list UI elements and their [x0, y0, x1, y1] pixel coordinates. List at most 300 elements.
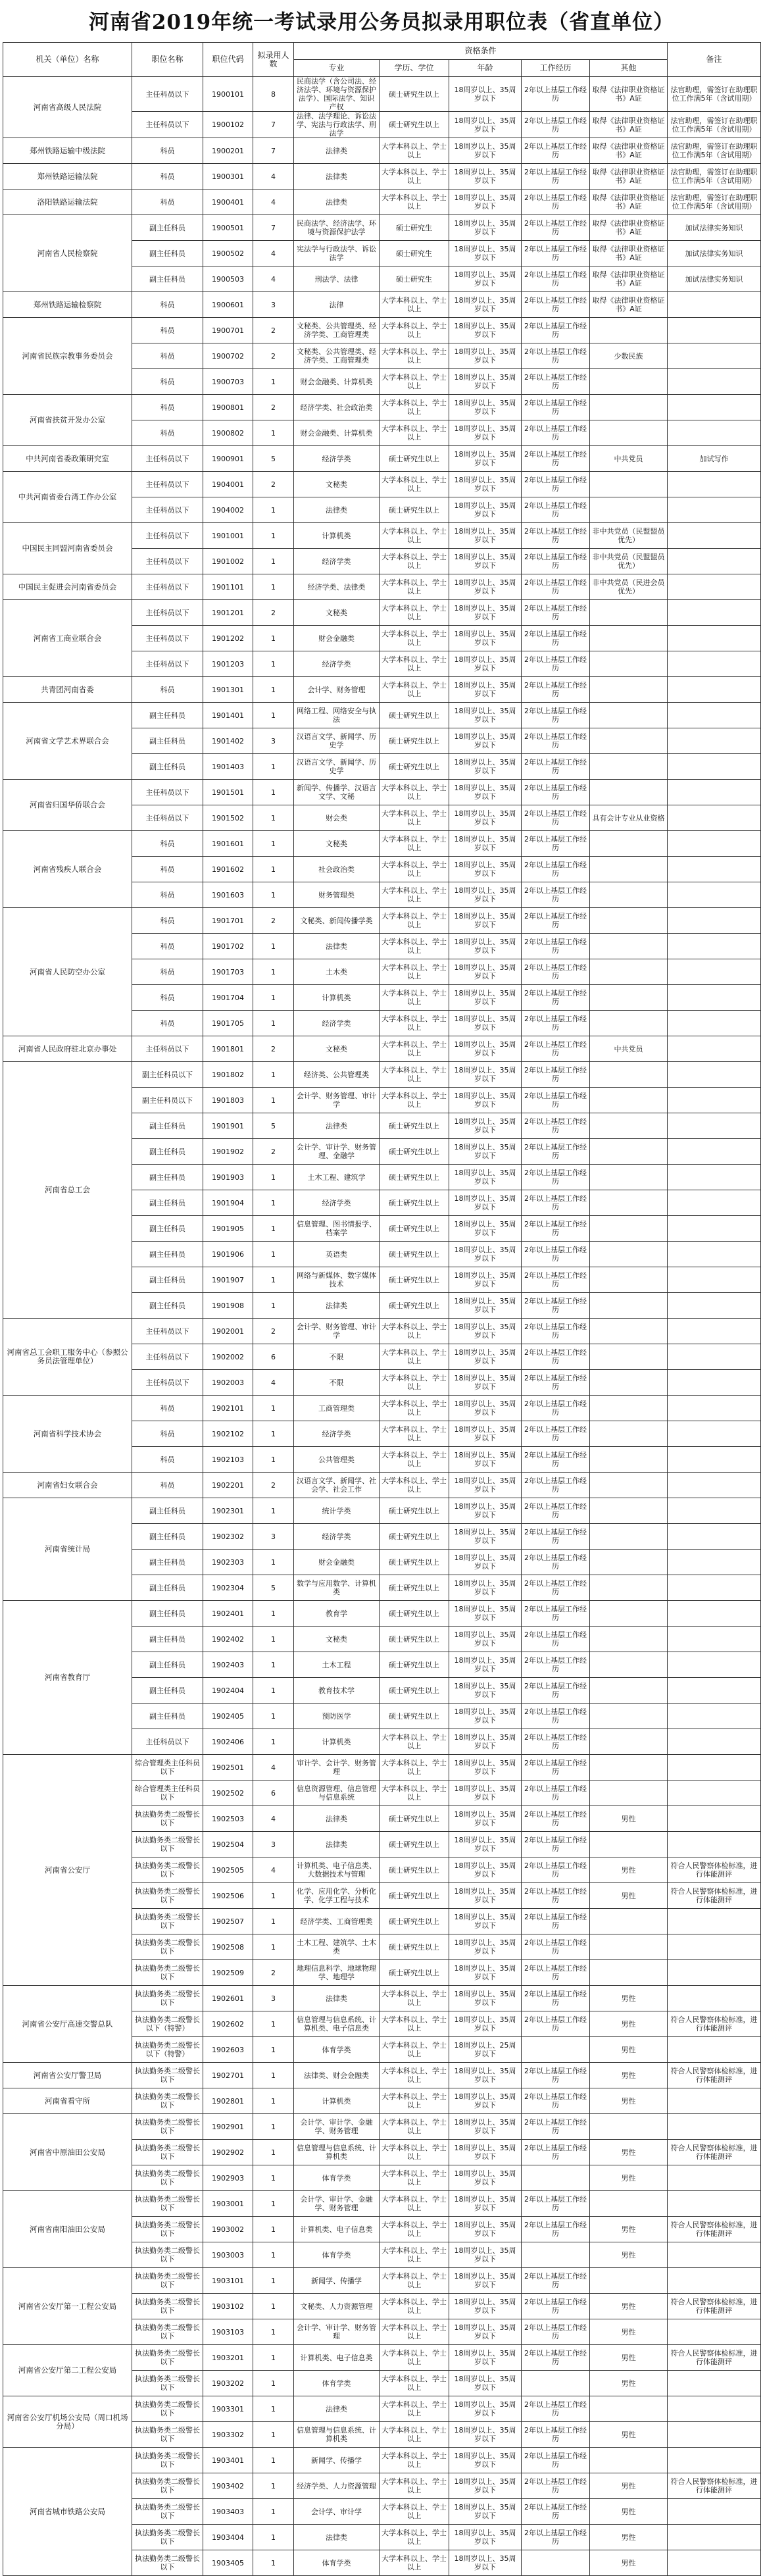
other-cell — [590, 1139, 668, 1165]
count-cell: 4 — [253, 1806, 294, 1832]
remark-cell — [668, 1242, 761, 1267]
remark-cell — [668, 626, 761, 651]
code-cell: 1904001 — [203, 472, 253, 497]
remark-cell — [668, 2422, 761, 2448]
code-cell: 1902504 — [203, 1832, 253, 1857]
remark-cell — [668, 2242, 761, 2268]
code-cell: 1901402 — [203, 728, 253, 754]
education-cell: 大学本科以上、学士以上 — [380, 189, 449, 215]
count-cell: 1 — [253, 677, 294, 703]
experience-cell: 2年以上基层工作经历 — [522, 2319, 590, 2345]
position-cell: 执法勤务类二级警长以下 — [132, 1909, 203, 1934]
remark-cell — [668, 2165, 761, 2191]
age-cell: 18周岁以上、35周岁以下 — [449, 1319, 522, 1344]
major-cell: 文秘类 — [294, 472, 380, 497]
other-cell — [590, 1293, 668, 1319]
position-cell: 副主任科员 — [132, 266, 203, 292]
code-cell: 1901601 — [203, 831, 253, 857]
document-title: 河南省2019年统一考试录用公务员拟录用职位表（省直单位） — [88, 11, 675, 34]
education-cell: 大学本科以上、学士以上 — [380, 780, 449, 805]
major-cell: 民商法学、经济法学、环境与资源保护法学 — [294, 215, 380, 241]
major-cell: 网络与新媒体、数字媒体技术 — [294, 1267, 380, 1293]
major-cell: 经济类、公共管理类 — [294, 1062, 380, 1088]
remark-cell — [668, 472, 761, 497]
code-cell: 1902403 — [203, 1652, 253, 1678]
other-cell — [590, 1909, 668, 1934]
remark-cell: 符合人民警察体检标准，进行体能测评 — [668, 2345, 761, 2371]
age-cell: 18周岁以上、35周岁以下 — [449, 882, 522, 908]
age-cell: 18周岁以上、35周岁以下 — [449, 523, 522, 549]
count-cell: 1 — [253, 2371, 294, 2396]
age-cell: 18周岁以上、35周岁以下 — [449, 549, 522, 574]
position-cell: 综合管理类主任科员以下 — [132, 1755, 203, 1780]
experience-cell: 2年以上基层工作经历 — [522, 292, 590, 318]
table-row — [3, 2345, 761, 2371]
major-cell: 信息管理与信息系统、计算机类、电子信息类 — [294, 2011, 380, 2037]
position-cell: 科员 — [132, 985, 203, 1011]
remark-cell: 符合人民警察体检标准，进行体能测评 — [668, 2140, 761, 2165]
age-cell: 18周岁以上、35周岁以下 — [449, 1806, 522, 1832]
code-cell: 1901802 — [203, 1062, 253, 1088]
other-cell: 取得《法律职业资格证书》A证 — [590, 77, 668, 112]
other-cell — [590, 1447, 668, 1473]
education-cell: 硕士研究生以上 — [380, 1909, 449, 1934]
experience-cell: 2年以上基层工作经历 — [522, 241, 590, 266]
count-cell: 1 — [253, 420, 294, 446]
major-cell: 经济学类 — [294, 1524, 380, 1550]
table-row — [3, 1319, 761, 1344]
major-cell: 数学与应用数学、计算机类 — [294, 1575, 380, 1601]
code-cell: 1902103 — [203, 1447, 253, 1473]
age-cell: 18周岁以上、25周岁以下 — [449, 2037, 522, 2063]
position-cell: 主任科员以下 — [132, 472, 203, 497]
remark-cell — [668, 1165, 761, 1190]
count-cell: 1 — [253, 497, 294, 523]
other-cell — [590, 497, 668, 523]
header-count: 拟录用人数 — [253, 43, 294, 77]
code-cell: 1902506 — [203, 1883, 253, 1909]
experience-cell: 2年以上基层工作经历 — [522, 1934, 590, 1960]
count-cell: 1 — [253, 754, 294, 780]
count-cell: 1 — [253, 703, 294, 728]
count-cell: 7 — [253, 138, 294, 164]
code-cell: 1902508 — [203, 1934, 253, 1960]
position-cell: 主任科员以下 — [132, 626, 203, 651]
major-cell: 法律类 — [294, 1293, 380, 1319]
major-cell: 经济学类、法律类 — [294, 574, 380, 600]
code-cell: 1900802 — [203, 420, 253, 446]
agency-cell: 河南省高级人民法院 — [3, 77, 132, 138]
table-row — [3, 2114, 761, 2140]
age-cell: 18周岁以上、35周岁以下 — [449, 780, 522, 805]
other-cell — [590, 2448, 668, 2473]
experience-cell: 2年以上基层工作经历 — [522, 1396, 590, 1421]
experience-cell: 2年以上基层工作经历 — [522, 266, 590, 292]
major-cell: 经济学类 — [294, 446, 380, 472]
major-cell: 法律类 — [294, 138, 380, 164]
count-cell: 1 — [253, 2448, 294, 2473]
age-cell: 18周岁以上、35周岁以下 — [449, 189, 522, 215]
education-cell: 硕士研究生以上 — [380, 1524, 449, 1550]
major-cell: 工商管理类 — [294, 1396, 380, 1421]
age-cell: 18周岁以上、35周岁以下 — [449, 241, 522, 266]
age-cell: 18周岁以上、35周岁以下 — [449, 1498, 522, 1524]
position-cell: 执法勤务类二级警长以下（特警） — [132, 2037, 203, 2063]
remark-cell — [668, 1293, 761, 1319]
code-cell: 1903202 — [203, 2371, 253, 2396]
experience-cell: 2年以上基层工作经历 — [522, 1729, 590, 1755]
other-cell — [590, 626, 668, 651]
remark-cell: 法官助理，需签订在助理职位工作满5年（含试用期） — [668, 112, 761, 138]
experience-cell: 2年以上基层工作经历 — [522, 497, 590, 523]
position-cell: 执法勤务类二级警长以下 — [132, 1934, 203, 1960]
major-cell: 计算机类、电子信息类 — [294, 2217, 380, 2242]
code-cell: 1902406 — [203, 1729, 253, 1755]
education-cell: 大学本科以上、学士以上 — [380, 2396, 449, 2422]
table-row — [3, 215, 761, 241]
code-cell: 1900901 — [203, 446, 253, 472]
experience-cell: 2年以上基层工作经历 — [522, 1421, 590, 1447]
major-cell: 土木类 — [294, 959, 380, 985]
major-cell: 体育学类 — [294, 2242, 380, 2268]
remark-cell: 符合人民警察体检标准，进行体能测评 — [668, 1857, 761, 1883]
age-cell: 18周岁以上、35周岁以下 — [449, 1190, 522, 1216]
education-cell: 大学本科以上、学士以上 — [380, 574, 449, 600]
age-cell: 18周岁以上、35周岁以下 — [449, 1832, 522, 1857]
count-cell: 1 — [253, 2422, 294, 2448]
age-cell: 18周岁以上、35周岁以下 — [449, 138, 522, 164]
remark-cell — [668, 1139, 761, 1165]
other-cell — [590, 1319, 668, 1344]
count-cell: 1 — [253, 2165, 294, 2191]
code-cell: 1902002 — [203, 1344, 253, 1370]
experience-cell: 2年以上基层工作经历 — [522, 728, 590, 754]
position-cell: 副主任科员 — [132, 215, 203, 241]
experience-cell: 2年以上基层工作经历 — [522, 1601, 590, 1627]
remark-cell — [668, 934, 761, 959]
code-cell: 1900501 — [203, 215, 253, 241]
remark-cell — [668, 2499, 761, 2525]
code-cell: 1902302 — [203, 1524, 253, 1550]
major-cell: 公共管理类 — [294, 1447, 380, 1473]
experience-cell: 2年以上基层工作经历 — [522, 1062, 590, 1088]
other-cell — [590, 1780, 668, 1806]
position-cell: 副主任科员 — [132, 1498, 203, 1524]
age-cell: 18周岁以上、35周岁以下 — [449, 266, 522, 292]
remark-cell — [668, 395, 761, 420]
remark-cell: 法官助理，需签订在助理职位工作满5年（含试用期） — [668, 77, 761, 112]
major-cell: 土木工程、建筑学 — [294, 1165, 380, 1190]
experience-cell: 2年以上基层工作经历 — [522, 420, 590, 446]
experience-cell: 2年以上基层工作经历 — [522, 318, 590, 343]
major-cell: 文秘类 — [294, 1036, 380, 1062]
age-cell: 18周岁以上、35周岁以下 — [449, 934, 522, 959]
age-cell: 18周岁以上、35周岁以下 — [449, 2550, 522, 2576]
other-cell: 男性 — [590, 2422, 668, 2448]
experience-cell: 2年以上基层工作经历 — [522, 2448, 590, 2473]
count-cell: 1 — [253, 2319, 294, 2345]
other-cell: 中共党员 — [590, 1036, 668, 1062]
table-row — [3, 2191, 761, 2217]
other-cell — [590, 831, 668, 857]
other-cell: 男性 — [590, 2242, 668, 2268]
table-row — [3, 574, 761, 600]
position-cell: 科员 — [132, 959, 203, 985]
code-cell: 1900102 — [203, 112, 253, 138]
remark-cell — [668, 1575, 761, 1601]
education-cell: 硕士研究生以上 — [380, 1832, 449, 1857]
major-cell: 法律类 — [294, 1832, 380, 1857]
remark-cell — [668, 1832, 761, 1857]
code-cell: 1901702 — [203, 934, 253, 959]
experience-cell: 2年以上基层工作经历 — [522, 2345, 590, 2371]
experience-cell: 2年以上基层工作经历 — [522, 2088, 590, 2114]
other-cell — [590, 1216, 668, 1242]
major-cell: 汉语言文学、新闻学、社会学、社会工作 — [294, 1473, 380, 1498]
code-cell: 1903401 — [203, 2448, 253, 2473]
other-cell — [590, 1498, 668, 1524]
code-cell: 1903003 — [203, 2242, 253, 2268]
age-cell: 18周岁以上、35周岁以下 — [449, 318, 522, 343]
code-cell: 1901602 — [203, 857, 253, 882]
education-cell: 大学本科以上、学士以上 — [380, 831, 449, 857]
position-cell: 主任科员以下 — [132, 780, 203, 805]
count-cell: 1 — [253, 1396, 294, 1421]
major-cell: 地理信息科学、地球物理学、地理学 — [294, 1960, 380, 1986]
header-age: 年龄 — [449, 60, 522, 77]
education-cell: 硕士研究生以上 — [380, 1550, 449, 1575]
agency-cell: 中国民主促进会河南省委员会 — [3, 574, 132, 600]
code-cell: 1904002 — [203, 497, 253, 523]
other-cell — [590, 1190, 668, 1216]
agency-cell: 中共河南省委台湾工作办公室 — [3, 472, 132, 523]
table-row — [3, 395, 761, 420]
experience-cell: 2年以上基层工作经历 — [522, 1909, 590, 1934]
age-cell: 18周岁以上、35周岁以下 — [449, 1909, 522, 1934]
other-cell: 男性 — [590, 2525, 668, 2550]
education-cell: 大学本科以上、学士以上 — [380, 1755, 449, 1780]
experience-cell: 2年以上基层工作经历 — [522, 1575, 590, 1601]
major-cell: 会计学、审计学、财务管理、金融学 — [294, 1139, 380, 1165]
count-cell: 1 — [253, 2499, 294, 2525]
education-cell: 大学本科以上、学士以上 — [380, 2037, 449, 2063]
code-cell: 1902301 — [203, 1498, 253, 1524]
code-cell: 1902901 — [203, 2114, 253, 2140]
remark-cell — [668, 2088, 761, 2114]
other-cell: 男性 — [590, 2550, 668, 2576]
position-cell: 主任科员以下 — [132, 523, 203, 549]
remark-cell — [668, 1550, 761, 1575]
code-cell: 1901908 — [203, 1293, 253, 1319]
agency-cell: 郑州铁路运输法院 — [3, 164, 132, 189]
education-cell: 大学本科以上、学士以上 — [380, 2063, 449, 2088]
education-cell: 硕士研究生以上 — [380, 1242, 449, 1267]
education-cell: 硕士研究生以上 — [380, 1601, 449, 1627]
remark-cell: 符合人民警察体检标准，进行体能测评 — [668, 2217, 761, 2242]
other-cell: 男性 — [590, 1986, 668, 2011]
major-cell: 法律类 — [294, 934, 380, 959]
major-cell: 经济学类 — [294, 1190, 380, 1216]
position-cell: 科员 — [132, 934, 203, 959]
other-cell: 取得《法律职业资格证书》A证 — [590, 292, 668, 318]
experience-cell: 2年以上基层工作经历 — [522, 215, 590, 241]
remark-cell: 法官助理，需签订在助理职位工作满5年（含试用期） — [668, 164, 761, 189]
agency-cell: 河南省工商业联合会 — [3, 600, 132, 677]
count-cell: 2 — [253, 1139, 294, 1165]
other-cell — [590, 2396, 668, 2422]
header-other: 其他 — [590, 60, 668, 77]
other-cell — [590, 1088, 668, 1113]
count-cell: 2 — [253, 908, 294, 934]
other-cell: 取得《法律职业资格证书》A证 — [590, 215, 668, 241]
position-cell: 科员 — [132, 318, 203, 343]
position-cell: 执法勤务类二级警长以下 — [132, 2114, 203, 2140]
major-cell: 财会金融类 — [294, 626, 380, 651]
experience-cell — [522, 2037, 590, 2063]
experience-cell: 2年以上基层工作经历 — [522, 600, 590, 626]
experience-cell: 2年以上基层工作经历 — [522, 2217, 590, 2242]
experience-cell — [522, 2242, 590, 2268]
count-cell: 1 — [253, 2294, 294, 2319]
count-cell: 5 — [253, 1575, 294, 1601]
table-row — [3, 164, 761, 189]
major-cell: 文秘类、新闻传播学类 — [294, 908, 380, 934]
position-cell: 主任科员以下 — [132, 574, 203, 600]
remark-cell: 符合人民警察体检标准，进行体能测评 — [668, 1883, 761, 1909]
count-cell: 1 — [253, 1447, 294, 1473]
count-cell: 4 — [253, 164, 294, 189]
age-cell: 18周岁以上、35周岁以下 — [449, 831, 522, 857]
other-cell — [590, 908, 668, 934]
position-cell: 执法勤务类二级警长以下 — [132, 1857, 203, 1883]
count-cell: 3 — [253, 1832, 294, 1857]
education-cell: 硕士研究生以上 — [380, 497, 449, 523]
major-cell: 汉语言文学、新闻学、历史学 — [294, 754, 380, 780]
other-cell — [590, 1575, 668, 1601]
major-cell: 新闻学、传播学 — [294, 2448, 380, 2473]
other-cell — [590, 1011, 668, 1036]
position-cell: 科员 — [132, 420, 203, 446]
experience-cell: 2年以上基层工作经历 — [522, 1524, 590, 1550]
remark-cell — [668, 2268, 761, 2294]
other-cell — [590, 395, 668, 420]
position-cell: 副主任科员 — [132, 754, 203, 780]
other-cell: 男性 — [590, 1857, 668, 1883]
other-cell — [590, 1267, 668, 1293]
education-cell: 大学本科以上、学士以上 — [380, 857, 449, 882]
remark-cell — [668, 1216, 761, 1242]
major-cell: 经济学类、社会政治类 — [294, 395, 380, 420]
age-cell: 18周岁以上、35周岁以下 — [449, 600, 522, 626]
remark-cell: 符合人民警察体检标准，进行体能测评 — [668, 2011, 761, 2037]
major-cell: 法律类 — [294, 2525, 380, 2550]
position-cell: 执法勤务类二级警长以下 — [132, 1986, 203, 2011]
education-cell: 大学本科以上、学士以上 — [380, 2140, 449, 2165]
other-cell: 男性 — [590, 2011, 668, 2037]
position-cell: 执法勤务类二级警长以下 — [132, 2063, 203, 2088]
other-cell: 取得《法律职业资格证书》A证 — [590, 189, 668, 215]
position-cell: 科员 — [132, 882, 203, 908]
position-cell: 执法勤务类二级警长以下 — [132, 2088, 203, 2114]
education-cell: 硕士研究生以上 — [380, 1216, 449, 1242]
experience-cell: 2年以上基层工作经历 — [522, 523, 590, 549]
position-cell: 科员 — [132, 1447, 203, 1473]
code-cell: 1900601 — [203, 292, 253, 318]
remark-cell — [668, 343, 761, 369]
age-cell: 18周岁以上、35周岁以下 — [449, 1524, 522, 1550]
age-cell: 18周岁以上、35周岁以下 — [449, 112, 522, 138]
other-cell — [590, 651, 668, 677]
education-cell: 大学本科以上、学士以上 — [380, 2242, 449, 2268]
remark-cell — [668, 497, 761, 523]
major-cell: 经济学类 — [294, 651, 380, 677]
age-cell: 18周岁以上、35周岁以下 — [449, 2011, 522, 2037]
remark-cell — [668, 882, 761, 908]
major-cell: 文秘类 — [294, 831, 380, 857]
major-cell: 会计学、审计学、金融学、财务管理 — [294, 2114, 380, 2140]
remark-cell — [668, 1421, 761, 1447]
table-row — [3, 292, 761, 318]
education-cell: 硕士研究生 — [380, 241, 449, 266]
remark-cell — [668, 2371, 761, 2396]
table-row — [3, 1601, 761, 1627]
major-cell: 文秘类、公共管理类、经济学类、工商管理类 — [294, 318, 380, 343]
remark-cell — [668, 1190, 761, 1216]
major-cell: 法律类 — [294, 1986, 380, 2011]
position-cell: 主任科员以下 — [132, 77, 203, 112]
major-cell: 计算机类 — [294, 1729, 380, 1755]
code-cell: 1900703 — [203, 369, 253, 395]
age-cell: 18周岁以上、35周岁以下 — [449, 1550, 522, 1575]
education-cell: 大学本科以上、学士以上 — [380, 626, 449, 651]
remark-cell — [668, 1036, 761, 1062]
remark-cell — [668, 523, 761, 549]
other-cell: 取得《法律职业资格证书》A证 — [590, 138, 668, 164]
education-cell: 大学本科以上、学士以上 — [380, 2499, 449, 2525]
position-cell: 科员 — [132, 138, 203, 164]
other-cell — [590, 318, 668, 343]
experience-cell: 2年以上基层工作经历 — [522, 1652, 590, 1678]
remark-cell — [668, 549, 761, 574]
age-cell: 18周岁以上、35周岁以下 — [449, 446, 522, 472]
experience-cell: 2年以上基层工作经历 — [522, 857, 590, 882]
major-cell: 计算机类、电子信息类 — [294, 2345, 380, 2371]
other-cell: 取得《法律职业资格证书》A证 — [590, 164, 668, 189]
age-cell: 18周岁以上、35周岁以下 — [449, 1601, 522, 1627]
count-cell: 1 — [253, 1190, 294, 1216]
code-cell: 1903301 — [203, 2396, 253, 2422]
major-cell: 文秘类 — [294, 1627, 380, 1652]
agency-cell: 河南省城市铁路公安局 — [3, 2448, 132, 2576]
experience-cell: 2年以上基层工作经历 — [522, 2140, 590, 2165]
code-cell: 1900702 — [203, 343, 253, 369]
count-cell: 1 — [253, 2011, 294, 2037]
other-cell: 男性 — [590, 2319, 668, 2345]
age-cell: 18周岁以上、35周岁以下 — [449, 1780, 522, 1806]
count-cell: 8 — [253, 77, 294, 112]
count-cell: 5 — [253, 1113, 294, 1139]
major-cell: 会计学、财务管理、审计学 — [294, 1088, 380, 1113]
remark-cell — [668, 369, 761, 395]
other-cell: 非中共党员（民进会员优先） — [590, 574, 668, 600]
other-cell — [590, 1729, 668, 1755]
other-cell: 男性 — [590, 2371, 668, 2396]
position-cell: 执法勤务类二级警长以下 — [132, 2319, 203, 2345]
major-cell: 化学、应用化学、分析化学、化学工程与技术 — [294, 1883, 380, 1909]
code-cell: 1902503 — [203, 1806, 253, 1832]
remark-cell — [668, 1601, 761, 1627]
count-cell: 1 — [253, 1883, 294, 1909]
